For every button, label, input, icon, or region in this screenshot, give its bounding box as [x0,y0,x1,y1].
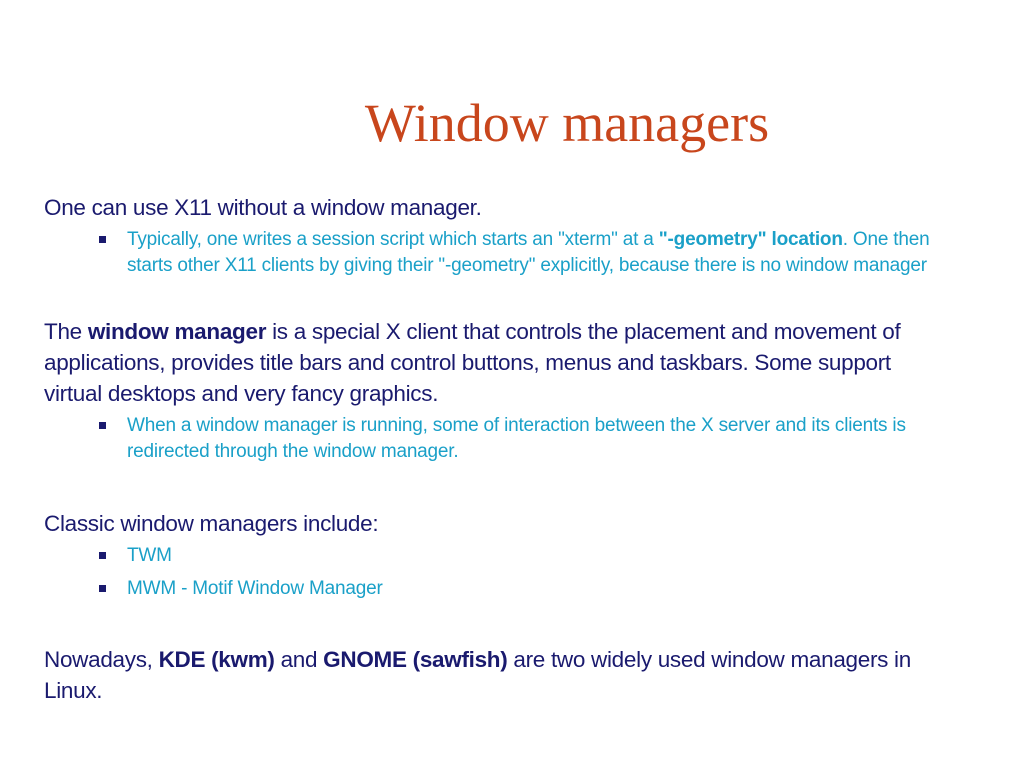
bullet-list-1 [44,227,954,279]
paragraph-x11-without-wm: One can use X11 without a window manager. [44,195,482,220]
square-bullet-icon [99,585,106,592]
bullet-mwm: MWM - Motif Window Manager [127,576,954,602]
bullet-list-2 [44,413,954,465]
bullet-twm: TWM [127,543,954,569]
bullet-list-3 [44,543,954,602]
square-bullet-icon [99,236,106,243]
paragraph-window-manager-definition: The window manager is a special X client that controls the placement and movement of applications, provides title bars and control buttons, menus and taskbars. Some support virtual desktops and very fancy graphics. [44,319,901,406]
square-bullet-icon [99,552,106,559]
slide-body [44,192,954,706]
slide-title: Window managers [364,93,770,153]
bullet-interaction-redirected: When a window manager is running, some of interaction between the X server and its clients is redirected through the window manager. [127,413,954,465]
paragraph-classic-wms: Classic window managers include: [44,511,379,536]
bullet-session-script: Typically, one writes a session script which starts an "xterm" at a "-geometry" location. One then starts other X11 clients by giving their "-geometry" explicitly, because there is no window manager [127,227,954,279]
square-bullet-icon [99,422,106,429]
paragraph-nowadays: Nowadays, KDE (kwm) and GNOME (sawfish) are two widely used window managers in Linux. [44,647,911,703]
